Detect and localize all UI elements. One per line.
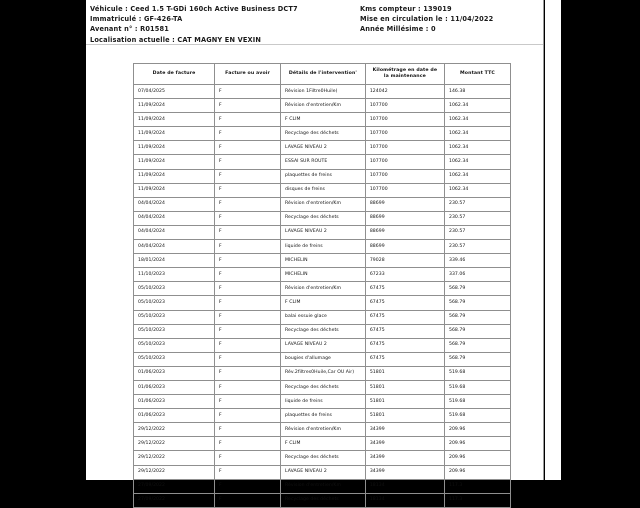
cell-amount-incl-tax: 339.46 bbox=[444, 254, 510, 268]
table-row bbox=[134, 240, 511, 254]
cell-invoice-date: 04/04/2024 bbox=[134, 240, 215, 254]
cell-invoice-date: 01/06/2023 bbox=[134, 380, 215, 394]
maintenance-table-container bbox=[86, 45, 543, 508]
cell-intervention-details: Révision d'entretien/Km bbox=[281, 99, 366, 113]
cell-invoice-or-credit: F bbox=[215, 99, 281, 113]
cell-mileage: 51801 bbox=[365, 366, 444, 380]
table-row bbox=[134, 169, 511, 183]
cell-mileage: 67475 bbox=[365, 324, 444, 338]
cell-amount-incl-tax: 519.68 bbox=[444, 395, 510, 409]
table-row bbox=[134, 423, 511, 437]
cell-mileage: 67475 bbox=[365, 282, 444, 296]
page-right-margin bbox=[545, 0, 561, 480]
current-location-line: Localisation actuelle : CAT MAGNY EN VEXIN bbox=[90, 35, 261, 44]
cell-mileage: 107700 bbox=[365, 169, 444, 183]
cell-invoice-or-credit: F bbox=[215, 85, 281, 99]
cell-mileage: 124042 bbox=[365, 85, 444, 99]
cell-intervention-details: Révision d'entretien/Km bbox=[281, 197, 366, 211]
table-row bbox=[134, 113, 511, 127]
cell-invoice-or-credit: F bbox=[215, 254, 281, 268]
cell-intervention-details: LAVAGE NIVEAU 2 bbox=[281, 465, 366, 479]
cell-intervention-details: Révision d'entretien/Km bbox=[281, 282, 366, 296]
cell-intervention-details: plaquettes de freins bbox=[281, 409, 366, 423]
cell-invoice-or-credit: F bbox=[215, 465, 281, 479]
table-header-row bbox=[134, 64, 511, 85]
table-row bbox=[134, 211, 511, 225]
cell-amount-incl-tax: 146.38 bbox=[444, 85, 510, 99]
cell-intervention-details: Recyclage des déchets bbox=[281, 127, 366, 141]
column-header-invoice-date: Date de facture bbox=[134, 64, 215, 85]
cell-invoice-date: 11/09/2024 bbox=[134, 113, 215, 127]
cell-invoice-date: 11/09/2024 bbox=[134, 169, 215, 183]
cell-invoice-or-credit: F bbox=[215, 423, 281, 437]
cell-amount-incl-tax: 209.96 bbox=[444, 465, 510, 479]
table-row bbox=[134, 141, 511, 155]
cell-intervention-details: liquide de freins bbox=[281, 240, 366, 254]
cell-intervention-details: liquide de freins bbox=[281, 395, 366, 409]
cell-invoice-date: 29/12/2022 bbox=[134, 437, 215, 451]
cell-intervention-details: ESSAI SUR ROUTE bbox=[281, 155, 366, 169]
cell-amount-incl-tax: 519.68 bbox=[444, 409, 510, 423]
cell-amount-incl-tax: 1062.34 bbox=[444, 141, 510, 155]
cell-intervention-details: Rév.2filtres0Huile,Car OU Air) bbox=[281, 366, 366, 380]
cell-amount-incl-tax: 1062.34 bbox=[444, 183, 510, 197]
cell-mileage: 34399 bbox=[365, 465, 444, 479]
table-row bbox=[134, 493, 511, 507]
cell-invoice-or-credit: F bbox=[215, 127, 281, 141]
cell-amount-incl-tax: 568.79 bbox=[444, 338, 510, 352]
cell-invoice-date: 07/04/2025 bbox=[134, 85, 215, 99]
cell-invoice-date: 04/04/2024 bbox=[134, 225, 215, 239]
table-row bbox=[134, 366, 511, 380]
cell-mileage: 107700 bbox=[365, 99, 444, 113]
cell-intervention-details: Recyclage des déchets bbox=[281, 324, 366, 338]
contract-amendment-line: Avenant n° : R01581 bbox=[90, 25, 170, 34]
first-registration-line: Mise en circulation le : 11/04/2022 bbox=[360, 15, 494, 24]
table-row bbox=[134, 324, 511, 338]
cell-amount-incl-tax: 1062.34 bbox=[444, 155, 510, 169]
cell-intervention-details: F CLIM bbox=[281, 296, 366, 310]
odometer-reading-line: Kms compteur : 139019 bbox=[360, 5, 452, 13]
table-body bbox=[134, 85, 511, 508]
vehicle-info-block bbox=[86, 4, 358, 45]
cell-invoice-date: 05/10/2023 bbox=[134, 296, 215, 310]
cell-amount-incl-tax: 568.79 bbox=[444, 282, 510, 296]
cell-mileage: 18134 bbox=[365, 479, 444, 493]
cell-intervention-details: Recyclage des déchets bbox=[281, 451, 366, 465]
cell-intervention-details: F CLIM bbox=[281, 113, 366, 127]
cell-intervention-details: Révision d'entretien/Km bbox=[281, 423, 366, 437]
cell-invoice-or-credit: F bbox=[215, 240, 281, 254]
cell-mileage: 107700 bbox=[365, 127, 444, 141]
cell-mileage: 18134 bbox=[365, 493, 444, 507]
cell-invoice-or-credit: F bbox=[215, 380, 281, 394]
table-row bbox=[134, 197, 511, 211]
cell-mileage: 34399 bbox=[365, 437, 444, 451]
cell-invoice-date: 11/09/2024 bbox=[134, 127, 215, 141]
column-header-amount-incl-tax: Montant TTC bbox=[444, 64, 510, 85]
vehicle-model-line: Véhicule : Ceed 1.5 T-GDi 160ch Active Business DCT7 bbox=[90, 5, 298, 13]
cell-invoice-or-credit: F bbox=[215, 437, 281, 451]
table-row bbox=[134, 479, 511, 493]
table-row bbox=[134, 380, 511, 394]
cell-amount-incl-tax: 519.68 bbox=[444, 380, 510, 394]
table-row bbox=[134, 155, 511, 169]
cell-invoice-date: 11/10/2023 bbox=[134, 268, 215, 282]
cell-intervention-details: MICHELIN bbox=[281, 268, 366, 282]
cell-mileage: 34399 bbox=[365, 451, 444, 465]
cell-invoice-or-credit: F bbox=[215, 296, 281, 310]
cell-invoice-or-credit: F bbox=[215, 310, 281, 324]
cell-invoice-date: 05/10/2023 bbox=[134, 324, 215, 338]
cell-mileage: 107700 bbox=[365, 141, 444, 155]
cell-invoice-or-credit: F bbox=[215, 211, 281, 225]
cell-amount-incl-tax: 1062.34 bbox=[444, 169, 510, 183]
cell-invoice-or-credit: F bbox=[215, 451, 281, 465]
cell-invoice-date: 01/06/2023 bbox=[134, 395, 215, 409]
cell-mileage: 107700 bbox=[365, 155, 444, 169]
cell-invoice-or-credit: F bbox=[215, 493, 281, 507]
cell-intervention-details: Recyclage des déchets bbox=[281, 493, 366, 507]
cell-amount-incl-tax: 568.79 bbox=[444, 296, 510, 310]
cell-mileage: 67233 bbox=[365, 268, 444, 282]
cell-invoice-or-credit: F bbox=[215, 479, 281, 493]
vehicle-plate-line: Immatriculé : GF-426-TA bbox=[90, 15, 183, 24]
cell-invoice-date: 05/10/2023 bbox=[134, 282, 215, 296]
cell-mileage: 88699 bbox=[365, 225, 444, 239]
cell-amount-incl-tax: 230.57 bbox=[444, 240, 510, 254]
cell-invoice-or-credit: F bbox=[215, 197, 281, 211]
cell-invoice-or-credit: F bbox=[215, 141, 281, 155]
cell-invoice-or-credit: F bbox=[215, 395, 281, 409]
cell-invoice-date: 05/10/2023 bbox=[134, 310, 215, 324]
cell-mileage: 67475 bbox=[365, 338, 444, 352]
table-row bbox=[134, 409, 511, 423]
cell-amount-incl-tax: 209.96 bbox=[444, 437, 510, 451]
cell-invoice-date: 18/01/2024 bbox=[134, 254, 215, 268]
cell-invoice-or-credit: F bbox=[215, 282, 281, 296]
cell-amount-incl-tax: 230.57 bbox=[444, 197, 510, 211]
cell-mileage: 67475 bbox=[365, 352, 444, 366]
table-row bbox=[134, 338, 511, 352]
cell-invoice-date: 27/09/2022 bbox=[134, 493, 215, 507]
model-year-line: Année Millésime : 0 bbox=[360, 25, 436, 34]
cell-intervention-details: LAVAGE NIVEAU 2 bbox=[281, 338, 366, 352]
cell-invoice-or-credit: F bbox=[215, 183, 281, 197]
cell-invoice-date: 29/12/2022 bbox=[134, 465, 215, 479]
cell-invoice-or-credit: F bbox=[215, 225, 281, 239]
cell-mileage: 88699 bbox=[365, 197, 444, 211]
cell-invoice-date: 27/09/2022 bbox=[134, 479, 215, 493]
cell-mileage: 79028 bbox=[365, 254, 444, 268]
cell-mileage: 51801 bbox=[365, 380, 444, 394]
cell-invoice-date: 11/09/2024 bbox=[134, 99, 215, 113]
column-header-mileage-at-maintenance: Kilométrage en date de la maintenance bbox=[365, 64, 444, 85]
table-row bbox=[134, 99, 511, 113]
column-header-invoice-or-credit: Facture ou avoir bbox=[215, 64, 281, 85]
cell-invoice-date: 11/09/2024 bbox=[134, 141, 215, 155]
cell-amount-incl-tax: 1062.34 bbox=[444, 127, 510, 141]
cell-intervention-details: Révision d'entretien/Km bbox=[281, 479, 366, 493]
cell-amount-incl-tax: 337.06 bbox=[444, 268, 510, 282]
cell-mileage: 67475 bbox=[365, 296, 444, 310]
cell-amount-incl-tax: 230.57 bbox=[444, 225, 510, 239]
cell-invoice-or-credit: F bbox=[215, 338, 281, 352]
table-row bbox=[134, 183, 511, 197]
cell-intervention-details: MICHELIN bbox=[281, 254, 366, 268]
cell-invoice-date: 04/04/2024 bbox=[134, 197, 215, 211]
table-row bbox=[134, 268, 511, 282]
column-header-intervention-details: Détails de l'intervention' bbox=[281, 64, 366, 85]
cell-intervention-details: bougies d'allumage bbox=[281, 352, 366, 366]
cell-invoice-or-credit: F bbox=[215, 352, 281, 366]
cell-mileage: 107700 bbox=[365, 183, 444, 197]
table-row bbox=[134, 451, 511, 465]
cell-invoice-or-credit: F bbox=[215, 409, 281, 423]
cell-amount-incl-tax: 230.57 bbox=[444, 211, 510, 225]
cell-invoice-or-credit: F bbox=[215, 366, 281, 380]
cell-invoice-or-credit: F bbox=[215, 268, 281, 282]
cell-intervention-details: LAVAGE NIVEAU 2 bbox=[281, 225, 366, 239]
cell-amount-incl-tax: 209.96 bbox=[444, 451, 510, 465]
cell-mileage: 88699 bbox=[365, 240, 444, 254]
table-row bbox=[134, 282, 511, 296]
table-row bbox=[134, 465, 511, 479]
cell-invoice-or-credit: F bbox=[215, 169, 281, 183]
table-row bbox=[134, 296, 511, 310]
cell-invoice-date: 05/10/2023 bbox=[134, 352, 215, 366]
cell-mileage: 67475 bbox=[365, 310, 444, 324]
document-page bbox=[86, 0, 544, 503]
cell-mileage: 107700 bbox=[365, 113, 444, 127]
cell-invoice-or-credit: F bbox=[215, 155, 281, 169]
cell-intervention-details: F CLIM bbox=[281, 437, 366, 451]
cell-invoice-date: 11/09/2024 bbox=[134, 183, 215, 197]
document-header bbox=[86, 0, 543, 45]
cell-amount-incl-tax: 568.79 bbox=[444, 324, 510, 338]
cell-amount-incl-tax: 1062.34 bbox=[444, 99, 510, 113]
table-row bbox=[134, 310, 511, 324]
cell-amount-incl-tax: 209.96 bbox=[444, 423, 510, 437]
table-row bbox=[134, 225, 511, 239]
cell-invoice-or-credit: F bbox=[215, 324, 281, 338]
cell-invoice-date: 04/04/2024 bbox=[134, 211, 215, 225]
cell-intervention-details: plaquettes de freins bbox=[281, 169, 366, 183]
table-row bbox=[134, 437, 511, 451]
maintenance-history-table bbox=[133, 63, 511, 508]
table-row bbox=[134, 352, 511, 366]
table-header bbox=[134, 64, 511, 85]
cell-amount-incl-tax: 568.79 bbox=[444, 310, 510, 324]
cell-invoice-date: 11/09/2024 bbox=[134, 155, 215, 169]
cell-invoice-date: 05/10/2023 bbox=[134, 338, 215, 352]
table-row bbox=[134, 395, 511, 409]
odometer-info-block bbox=[358, 4, 493, 45]
cell-amount-incl-tax: 117.3 bbox=[444, 493, 510, 507]
cell-intervention-details: Recyclage des déchets bbox=[281, 211, 366, 225]
cell-mileage: 34399 bbox=[365, 423, 444, 437]
cell-invoice-date: 01/06/2023 bbox=[134, 409, 215, 423]
cell-amount-incl-tax: 568.79 bbox=[444, 352, 510, 366]
cell-amount-incl-tax: 519.68 bbox=[444, 366, 510, 380]
cell-intervention-details: Recyclage des déchets bbox=[281, 380, 366, 394]
cell-invoice-date: 01/06/2023 bbox=[134, 366, 215, 380]
cell-intervention-details: balai essuie glace bbox=[281, 310, 366, 324]
cell-mileage: 51801 bbox=[365, 395, 444, 409]
cell-intervention-details: disques de freins bbox=[281, 183, 366, 197]
table-row bbox=[134, 254, 511, 268]
table-row bbox=[134, 127, 511, 141]
cell-mileage: 88699 bbox=[365, 211, 444, 225]
cell-intervention-details: Révision 1Filtre0Huile) bbox=[281, 85, 366, 99]
table-row bbox=[134, 85, 511, 99]
cell-mileage: 51801 bbox=[365, 409, 444, 423]
cell-invoice-date: 29/12/2022 bbox=[134, 451, 215, 465]
cell-intervention-details: LAVAGE NIVEAU 2 bbox=[281, 141, 366, 155]
cell-amount-incl-tax: 117.3 bbox=[444, 479, 510, 493]
cell-invoice-date: 29/12/2022 bbox=[134, 423, 215, 437]
cell-amount-incl-tax: 1062.34 bbox=[444, 113, 510, 127]
cell-invoice-or-credit: F bbox=[215, 113, 281, 127]
